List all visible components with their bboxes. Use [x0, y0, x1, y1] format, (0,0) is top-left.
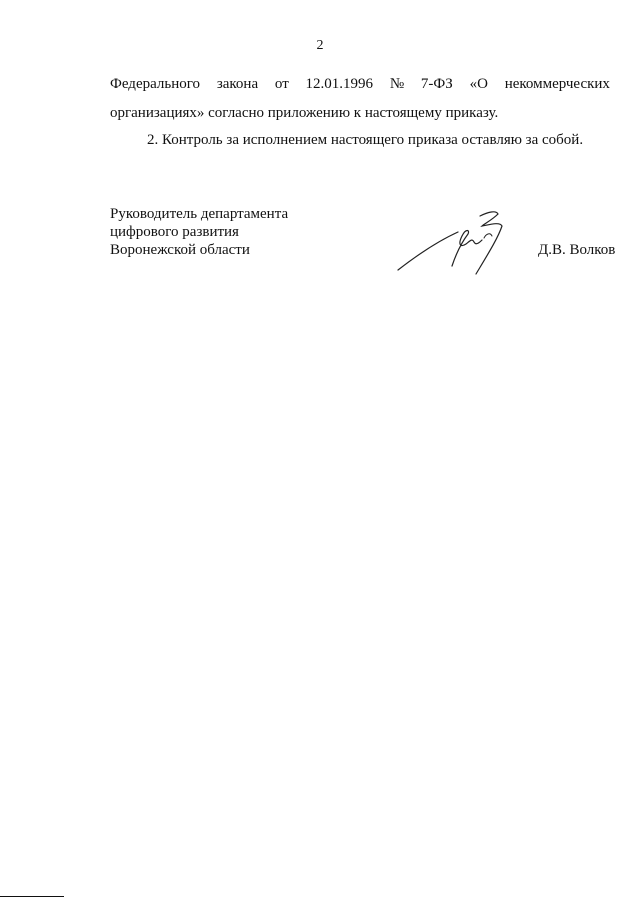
signer-position-line: Воронежской области [110, 242, 250, 258]
paragraph-item-2: 2. Контроль за исполнением настоящего приказа оставляю за собой. [147, 132, 584, 148]
page-number: 2 [316, 38, 324, 53]
paragraph-line: организациях» согласно приложению к настоящему приказу. [110, 105, 499, 121]
word: от [274, 76, 289, 92]
word: № [389, 76, 405, 92]
word: «О [469, 76, 488, 92]
word: закона [216, 76, 259, 92]
footnote-rule [0, 896, 64, 897]
signer-position-line: цифрового развития [110, 224, 239, 240]
word: 12.01.1996 [305, 76, 374, 92]
paragraph-line-justified [110, 74, 610, 94]
handwritten-signature [396, 208, 520, 280]
word: Федерального [110, 76, 201, 92]
signer-name: Д.В. Волков [538, 242, 616, 258]
word: некоммерческих [504, 76, 610, 92]
word: 7-ФЗ [420, 76, 453, 92]
signer-position [110, 205, 288, 259]
signer-position-line: Руководитель департамента [110, 206, 289, 222]
